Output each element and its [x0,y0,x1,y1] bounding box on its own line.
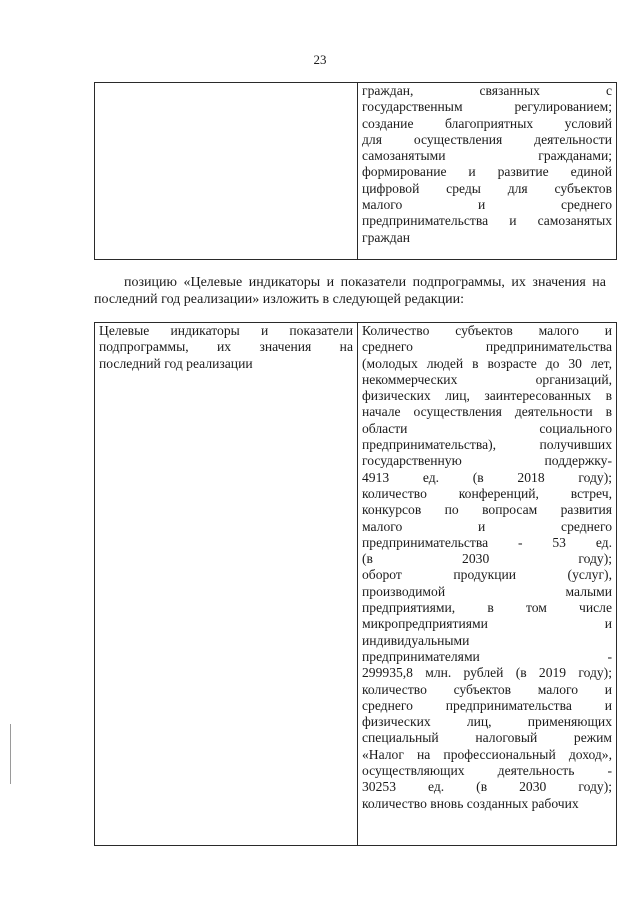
table-continuation [94,82,617,260]
text-line: специальный налоговый режим [362,730,612,746]
table-row [95,323,617,846]
text-line: (молодых людей в возрасте до 30 лет, [362,355,612,371]
indicator-values [362,323,612,812]
text-line: формирование и развитие единой [362,164,612,180]
text-line: количество конференций, встреч, [362,485,612,501]
text-line: физических лиц, заинтересованных в [362,388,612,404]
text-line: граждан [362,229,411,245]
text-line: граждан, связанных с [362,83,612,98]
text-line: физических лиц, применяющих [362,714,612,730]
text-line: государственным регулированием; [362,99,612,115]
text-line: «Налог на профессиональный доход», [362,746,612,762]
text-line: 4913 ед. (в 2018 году); [362,469,612,485]
table-indicators [94,322,617,846]
text-line: последний год реализации [99,355,253,371]
table-cell-right [358,323,617,846]
indicator-heading [99,323,353,372]
text-line: среднего предпринимательства [362,339,612,355]
text-line: оборот продукции (услуг), [362,567,612,583]
amendment-text: позицию «Целевые индикаторы и показатели подпрограммы, их значения на последний год реализации» изложить в следующей редакции: [94,275,606,307]
text-line: Количество субъектов малого и [362,323,612,338]
text-line: начале осуществления деятельности в [362,404,612,420]
table-cell-right [358,83,617,260]
text-line: осуществляющих деятельность - [362,763,612,779]
text-line: конкурсов по вопросам развития [362,502,612,518]
amendment-paragraph [94,274,606,308]
text-line: индивидуальными [362,632,470,648]
text-line: предпринимательства), получивших [362,437,612,453]
table-cell-left-empty [95,83,358,260]
text-line: 30253 ед. (в 2030 году); [362,779,612,795]
page-number: 23 [313,52,327,67]
text-line: среднего предпринимательства и [362,697,612,713]
text-line: предприятиями, в том числе [362,600,612,616]
text-line: некоммерческих организаций, [362,371,612,387]
text-line: микропредприятиями и [362,616,612,632]
text-line: цифровой среды для субъектов [362,180,612,196]
text-line: малого и среднего [362,197,612,213]
text-line: 299935,8 млн. рублей (в 2019 году); [362,665,612,681]
text-line: предпринимательства - 53 ед. [362,534,612,550]
text-line: создание благоприятных условий [362,115,612,131]
text-line: предпринимателями - [362,648,612,664]
scan-margin-mark [10,724,11,784]
text-line: производимой малыми [362,583,612,599]
text-line: малого и среднего [362,518,612,534]
text-line: (в 2030 году); [362,551,612,567]
text-line: для осуществления деятельности [362,131,612,147]
text-line: предпринимательства и самозанятых [362,213,612,229]
text-line: количество вновь созданных рабочих [362,795,579,811]
text-line: государственную поддержку- [362,453,612,469]
text-line: области социального [362,420,612,436]
text-line: самозанятыми гражданами; [362,148,612,164]
text-line: Целевые индикаторы и показатели [99,323,353,338]
table-row [95,83,617,260]
cell-right-text [362,83,612,246]
table-cell-left [95,323,358,846]
text-line: подпрограммы, их значения на [99,339,353,355]
text-line: количество субъектов малого и [362,681,612,697]
